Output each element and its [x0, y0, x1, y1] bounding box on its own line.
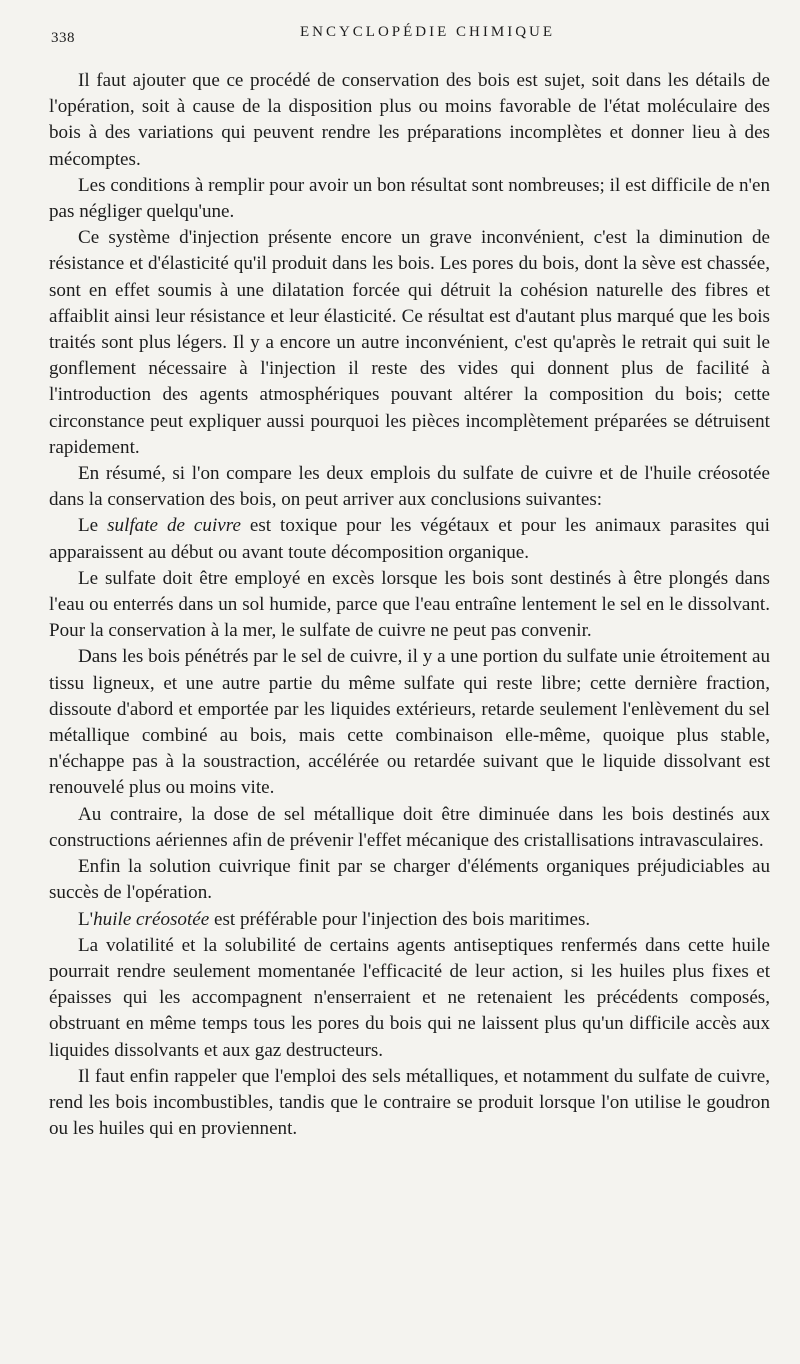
- paragraph-rest: est préférable pour l'injection des bois maritimes.: [209, 908, 591, 930]
- paragraph-lead: Le: [78, 515, 108, 537]
- page-number: 338: [51, 30, 75, 46]
- emphasized-term: huile créosotée: [93, 908, 210, 930]
- paragraph: Enfin la solution cuivrique finit par se charger d'éléments organiques préjudiciables au succès de l'opération.: [49, 856, 770, 904]
- body-text: [49, 68, 770, 1142]
- paragraph: Ce système d'injection présente encore un grave inconvénient, c'est la diminution de résistance et d'élasticité qu'il produit dans les bois. Les pores du bois, dont la sève est chassée, sont en effet soumis à une dilatation forcée qui détruit la cohésion naturelle des fibres et affaiblit ainsi leur résistance et leur élasticité. Ce résultat est d'autant plus marqué que les bois traités sont plus légers. Il y a encore un autre inconvénient, c'est qu'après le retrait qui suit le gonflement nécessaire à l'injection il reste des vides qui donnent plus de facilité à l'introduction des agents atmosphériques pouvant altérer la composition du bois; cette circonstance peut expliquer aussi pourquoi les pièces incomplètement préparées se détruisent rapidement.: [49, 227, 770, 458]
- paragraph: La volatilité et la solubilité de certains agents antiseptiques renfermés dans cette huile pourrait rendre seulement momentanée l'efficacité de leur action, si les huiles plus fixes et épaisses qui les accompagnent n'enserraient et ne retenaient les précédents composés, obstruant en même temps tous les pores du bois qui ne laissent plus qu'un difficile accès aux liquides dissolvants et aux gaz destructeurs.: [49, 934, 770, 1061]
- paragraph: [49, 513, 770, 565]
- paragraph-rest: est toxique pour les végétaux et pour les animaux parasites qui apparaissent au début ou avant toute décomposition organique.: [49, 515, 770, 563]
- running-title: ENCYCLOPÉDIE CHIMIQUE: [299, 24, 556, 40]
- paragraph: Il faut ajouter que ce procédé de conservation des bois est sujet, soit dans les détails de l'opération, soit à cause de la disposition plus ou moins favorable de l'état moléculaire des bois à des variations qui peuvent rendre les préparations incomplètes et donner lieu à des mécomptes.: [49, 70, 770, 170]
- paragraph: [49, 907, 770, 933]
- paragraph: Il faut enfin rappeler que l'emploi des sels métalliques, et notamment du sulfate de cuivre, rend les bois incombustibles, tandis que le contraire se produit lorsque l'on utilise le goudron ou les huiles qui en proviennent.: [49, 1065, 770, 1140]
- emphasized-term: sulfate de cuivre: [107, 515, 241, 537]
- paragraph-lead: L': [78, 908, 94, 930]
- page-header: [49, 18, 770, 48]
- paragraph: En résumé, si l'on compare les deux emplois du sulfate de cuivre et de l'huile créosotée dans la conservation des bois, on peut arriver aux conclusions suivantes:: [49, 463, 770, 511]
- paragraph: Dans les bois pénétrés par le sel de cuivre, il y a une portion du sulfate unie étroitement au tissu ligneux, et une autre partie du même sulfate qui reste libre; cette dernière fraction, dissoute d'abord et emportée par les liquides extérieurs, retarde seulement l'enlèvement du sel métallique combiné au bois, mais cette combinaison elle-même, quoique plus stable, n'échappe pas à la soustraction, accélérée ou retardée suivant que le liquide dissolvant est renouvelé plus ou moins vite.: [49, 646, 770, 799]
- paragraph: Au contraire, la dose de sel métallique doit être diminuée dans les bois destinés aux constructions aériennes afin de prévenir l'effet mécanique des cristallisations intravasculaires.: [49, 803, 770, 851]
- paragraph: Les conditions à remplir pour avoir un bon résultat sont nombreuses; il est difficile de n'en pas négliger quelqu'une.: [49, 174, 770, 223]
- paragraph: Le sulfate doit être employé en excès lorsque les bois sont destinés à être plongés dans l'eau ou enterrés dans un sol humide, parce que l'eau entraîne lentement le sel en le dissolvant. Pour la conservation à la mer, le sulfate de cuivre ne peut pas convenir.: [49, 567, 770, 642]
